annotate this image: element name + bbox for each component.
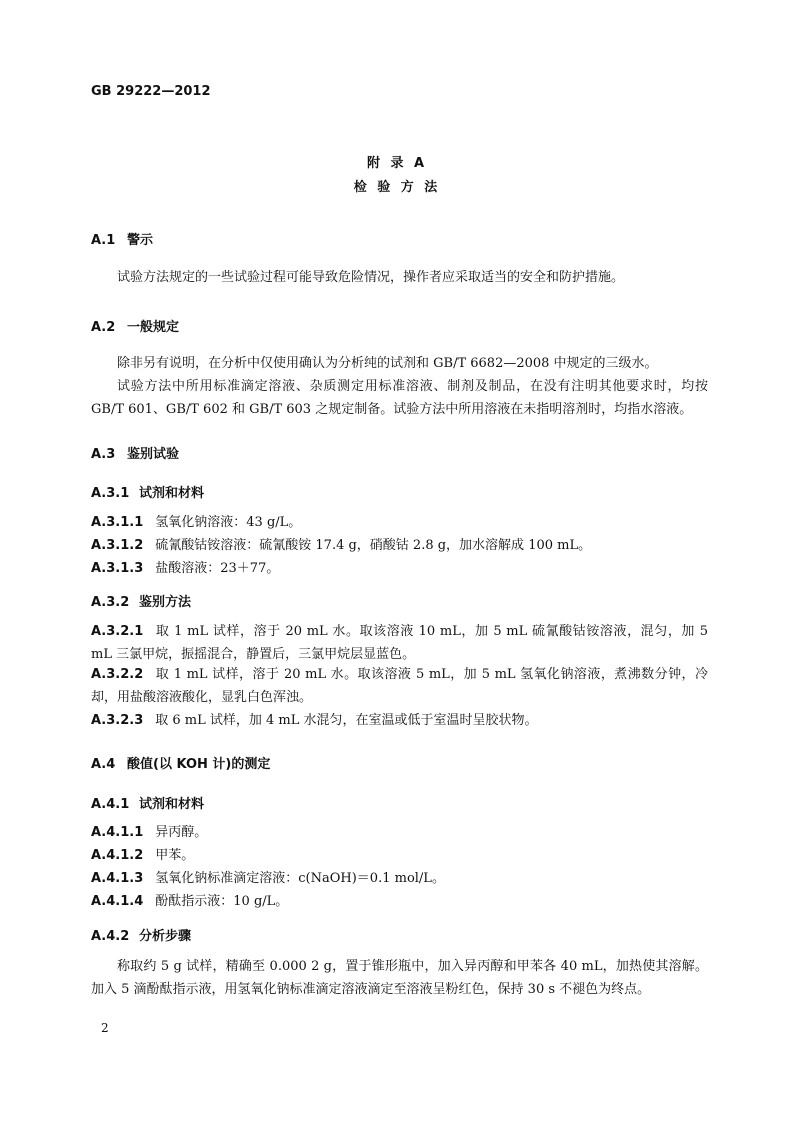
item-number: A.3.2.2 — [91, 667, 144, 682]
item-text: 酚酞指示液：10 g/L。 — [155, 894, 289, 909]
item-a313 — [91, 557, 708, 580]
section-number: A.4.2 — [91, 929, 130, 944]
item-text: 氢氧化钠溶液：43 g/L。 — [155, 515, 302, 530]
item-a323 — [91, 709, 708, 732]
section-a32-heading — [91, 591, 191, 610]
item-number: A.3.2.1 — [91, 624, 144, 639]
item-number: A.4.1.1 — [91, 825, 144, 840]
section-a42-heading — [91, 925, 191, 944]
section-title: 鉴别试验 — [127, 447, 180, 462]
item-a414 — [91, 890, 708, 913]
section-number: A.4.1 — [91, 797, 130, 812]
section-number: A.3.2 — [91, 595, 130, 610]
document-header: GB 29222—2012 — [91, 84, 211, 99]
section-title: 分析步骤 — [139, 929, 192, 944]
item-text: 异丙醇。 — [155, 825, 208, 840]
item-number: A.3.1.1 — [91, 515, 144, 530]
appendix-subtitle: 检 验 方 法 — [353, 180, 441, 195]
section-title: 酸值(以 KOH 计)的测定 — [127, 757, 271, 772]
section-number: A.3 — [91, 447, 116, 462]
section-number: A.1 — [91, 233, 116, 248]
section-a42-text: 称取约 5 g 试样，精确至 0.000 2 g，置于锥形瓶中，加入异丙醇和甲苯各 40 mL，加热使其溶解。加入 5 滴酚酞指示液，用氢氧化钠标准滴定溶液滴定至溶液呈粉红色，保持 30 s 不褪色为终点。 — [91, 959, 708, 997]
item-text: 取 6 mL 试样，加 4 mL 水混匀，在室温或低于室温时呈胶状物。 — [155, 713, 538, 728]
page-number: 2 — [101, 1021, 109, 1035]
section-a1-heading — [91, 229, 153, 248]
item-a411 — [91, 821, 708, 844]
item-a412 — [91, 844, 708, 867]
section-title: 一般规定 — [127, 320, 180, 335]
item-text: 甲苯。 — [155, 848, 195, 863]
item-number: A.4.1.2 — [91, 848, 144, 863]
section-title: 试剂和材料 — [139, 797, 205, 812]
section-title: 警示 — [127, 233, 154, 248]
section-a3-heading — [91, 443, 179, 462]
item-text: 盐酸溶液：23＋77。 — [155, 561, 280, 576]
section-number: A.4 — [91, 757, 116, 772]
item-a413 — [91, 867, 708, 890]
item-number: A.3.2.3 — [91, 713, 144, 728]
section-a1-text: 试验方法规定的一些试验过程可能导致危险情况，操作者应采取适当的安全和防护措施。 — [117, 270, 625, 285]
item-text: 氢氧化钠标准滴定溶液：c(NaOH)＝0.1 mol/L。 — [155, 871, 445, 886]
item-text: 取 1 mL 试样，溶于 20 mL 水。取该溶液 5 mL，加 5 mL 氢氧化钠溶液，煮沸数分钟，冷却，用盐酸溶液酸化，显乳白色浑浊。 — [91, 667, 708, 705]
section-a2-heading — [91, 316, 179, 335]
section-a2-paragraph-2: 试验方法中所用标准滴定溶液、杂质测定用标准溶液、制剂及制品，在没有注明其他要求时，均按 GB/T 601、GB/T 602 和 GB/T 603 之规定制备。试验方法中所用溶液在未指明溶剂时，均指水溶液。 — [91, 379, 708, 417]
section-a2-paragraph-1: 除非另有说明，在分析中仅使用确认为分析纯的试剂和 GB/T 6682—2008 中规定的三级水。 — [117, 356, 658, 371]
appendix-title: 附 录 A — [366, 156, 428, 171]
item-a322 — [91, 663, 708, 709]
section-number: A.3.1 — [91, 486, 130, 501]
section-a4-heading — [91, 753, 270, 772]
item-text: 硫氰酸钴铵溶液：硫氰酸铵 17.4 g，硝酸钴 2.8 g，加水溶解成 100 mL。 — [155, 538, 592, 553]
item-number: A.4.1.4 — [91, 894, 144, 909]
section-a31-heading — [91, 482, 204, 501]
item-number: A.3.1.3 — [91, 561, 144, 576]
section-number: A.2 — [91, 320, 116, 335]
section-title: 鉴别方法 — [139, 595, 192, 610]
item-text: 取 1 mL 试样，溶于 20 mL 水。取该溶液 10 mL，加 5 mL 硫氰酸钴铵溶液，混匀，加 5 mL 三氯甲烷，振摇混合，静置后，三氯甲烷层显蓝色。 — [91, 624, 708, 662]
item-a311 — [91, 511, 708, 534]
section-title: 试剂和材料 — [139, 486, 205, 501]
item-number: A.4.1.3 — [91, 871, 144, 886]
section-a41-heading — [91, 793, 204, 812]
item-a321 — [91, 620, 708, 666]
item-a312 — [91, 534, 708, 557]
item-number: A.3.1.2 — [91, 538, 144, 553]
